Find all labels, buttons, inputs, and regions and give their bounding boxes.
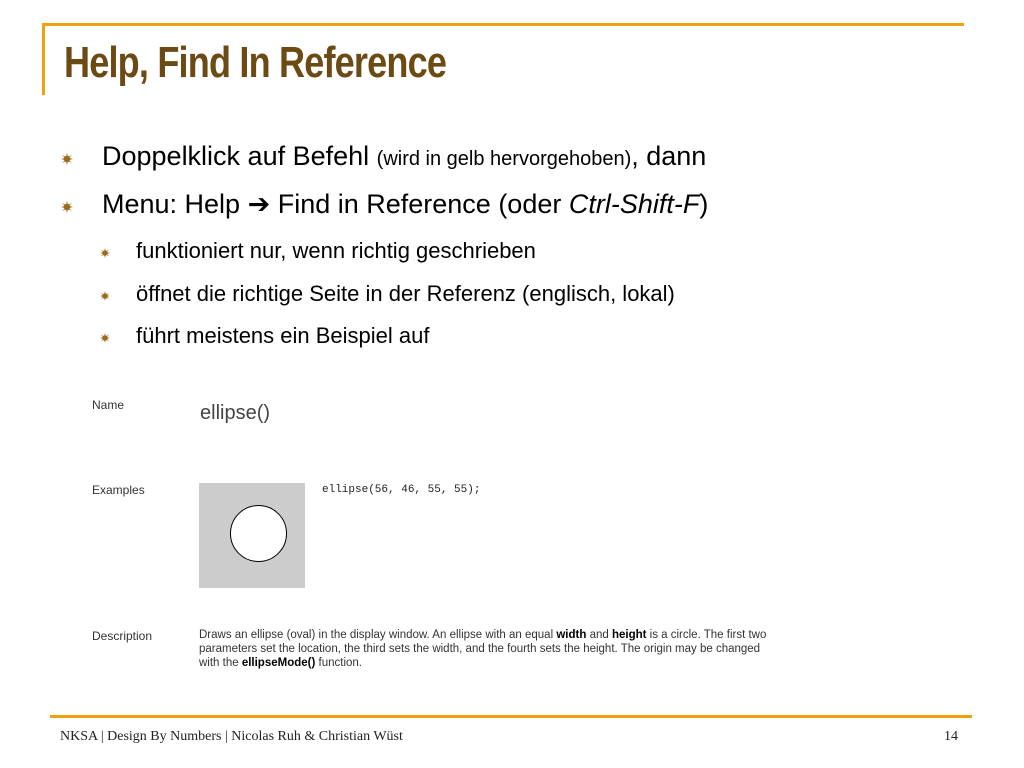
sub-bullet-item: führt meistens ein Beispiel auf bbox=[136, 323, 430, 348]
bullet-item bbox=[102, 140, 706, 175]
bullet-text: Find in Reference (oder bbox=[270, 189, 569, 219]
sub-bullet-item: öffnet die richtige Seite in der Referenz (englisch, lokal) bbox=[136, 281, 675, 306]
sunburst-bullet-icon bbox=[100, 248, 110, 258]
shortcut-text: Ctrl-Shift-F bbox=[568, 189, 700, 219]
top-rule bbox=[42, 23, 964, 26]
function-name: ellipse() bbox=[200, 402, 271, 424]
example-code: ellipse(56, 46, 55, 55); bbox=[322, 484, 481, 496]
example-canvas bbox=[199, 483, 305, 588]
bullet-note: (wird in gelb hervorgehoben) bbox=[376, 148, 632, 170]
description-label: Description bbox=[92, 629, 153, 643]
examples-label: Examples bbox=[92, 483, 145, 497]
sunburst-bullet-icon bbox=[61, 201, 73, 213]
description-text: Draws an ellipse (oval) in the display window. An ellipse with an equal width and height is a circle. The first two parameters set the location, the third sets the width, and the fourth sets the height. The origin may be changed with the ellipseMode() function. bbox=[199, 629, 767, 669]
example-ellipse bbox=[230, 505, 287, 562]
name-label: Name bbox=[92, 398, 125, 412]
slide-title: Help, Find In Reference bbox=[64, 38, 447, 87]
sub-bullet-item: funktioniert nur, wenn richtig geschrieben bbox=[136, 238, 536, 263]
page-number: 14 bbox=[944, 729, 958, 744]
side-rule bbox=[42, 23, 45, 95]
sunburst-bullet-icon bbox=[100, 333, 110, 343]
sunburst-bullet-icon bbox=[100, 291, 110, 301]
bullet-text: ) bbox=[699, 189, 709, 219]
arrow-icon: ➔ bbox=[247, 189, 271, 219]
bullet-text: Doppelklick auf Befehl bbox=[102, 141, 377, 171]
bullet-text: , dann bbox=[631, 141, 707, 171]
footer-text: NKSA | Design By Numbers | Nicolas Ruh & Christian Wüst bbox=[60, 729, 403, 744]
sunburst-bullet-icon bbox=[61, 153, 73, 165]
bottom-rule bbox=[50, 715, 972, 718]
bullet-item bbox=[102, 188, 708, 220]
bullet-text: Menu: Help bbox=[102, 189, 248, 219]
